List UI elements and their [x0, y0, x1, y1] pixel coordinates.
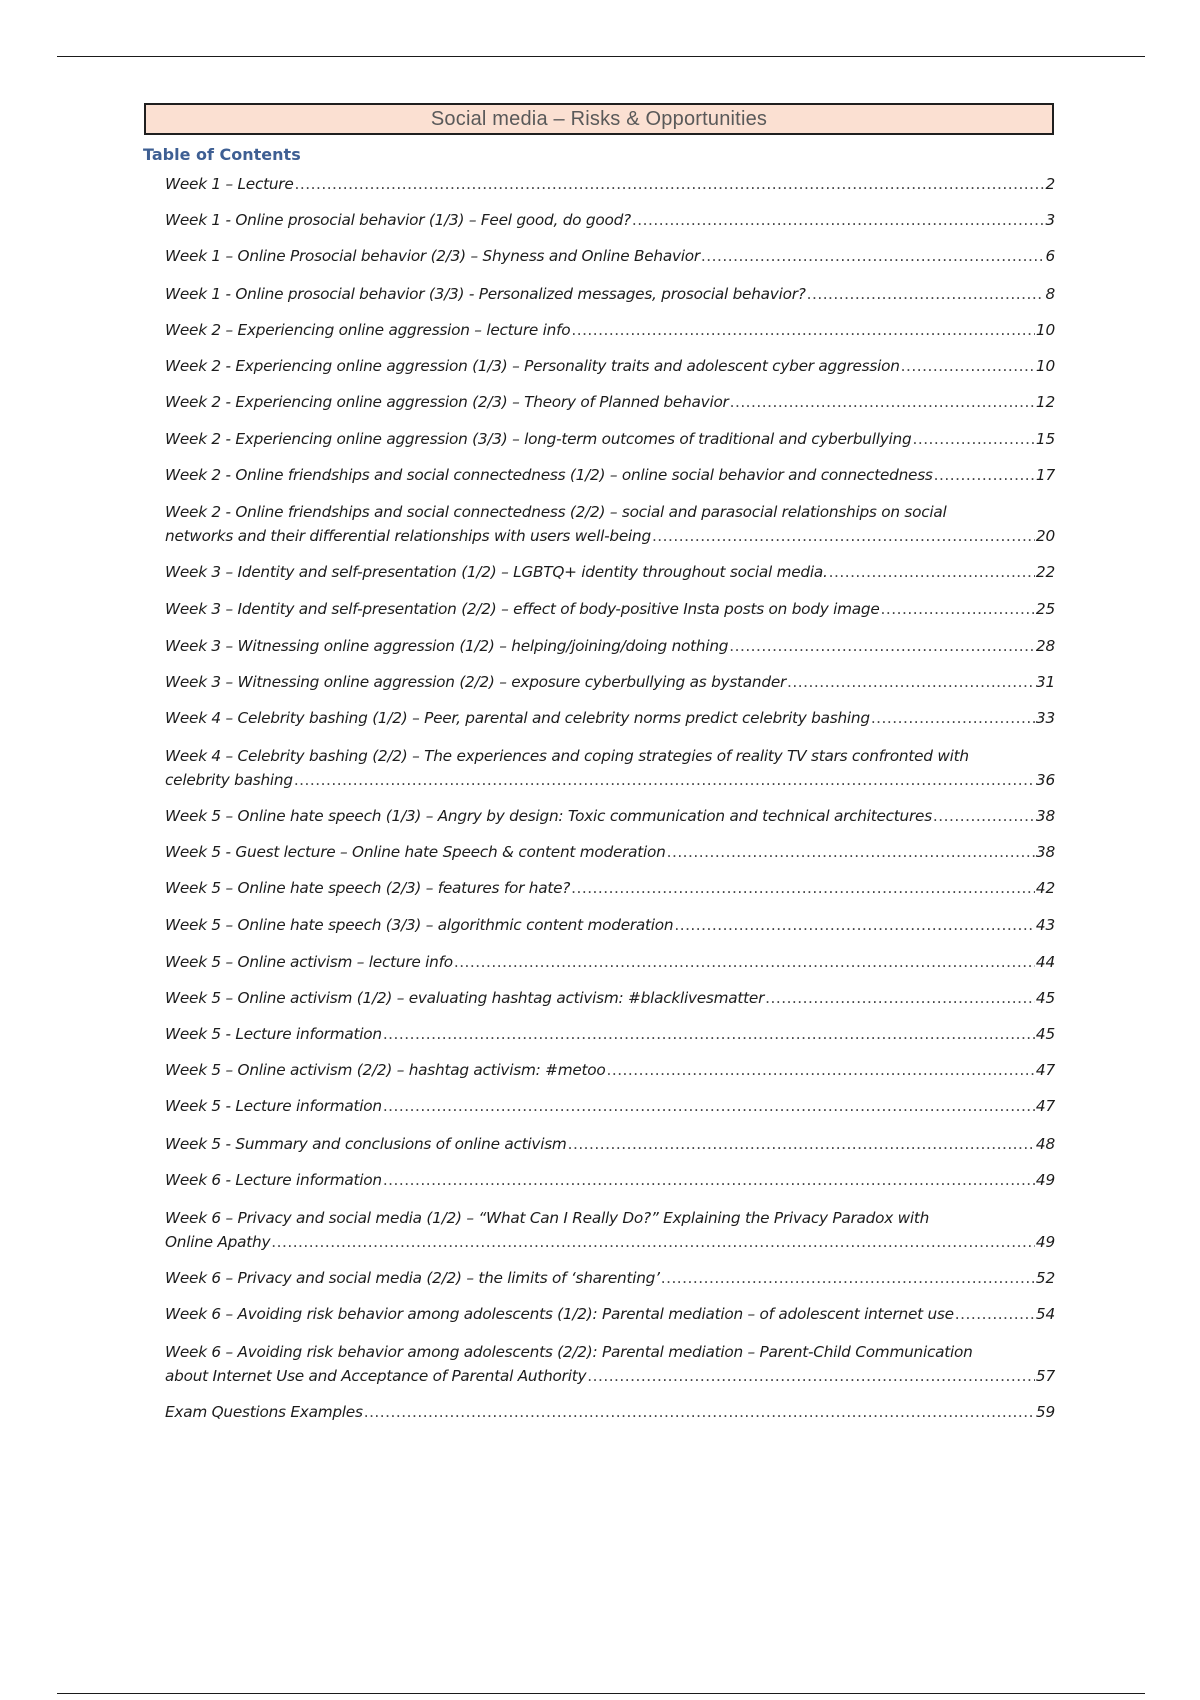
toc-page-number: 33: [1035, 709, 1055, 727]
toc-page-number: 8: [1045, 285, 1055, 303]
toc-entry-title: Week 2 - Experiencing online aggression (3/3) – long-term outcomes of traditional and cyberbullying: [165, 430, 912, 448]
toc-page-number: 52: [1035, 1269, 1055, 1287]
toc-entry-title: Week 5 – Online activism (1/2) – evaluating hashtag activism: #blacklivesmatter: [165, 989, 765, 1007]
toc-entry[interactable]: [165, 208, 1055, 232]
toc-entry[interactable]: [165, 876, 1055, 900]
toc-entry-title: Week 6 – Avoiding risk behavior among adolescents (2/2): Parental mediation – Parent-Child Communication: [165, 1343, 973, 1361]
toc-entry-title: Week 4 – Celebrity bashing (1/2) – Peer, parental and celebrity norms predict celebrity bashing: [165, 709, 870, 727]
toc-entry-title: Week 1 – Lecture: [165, 175, 294, 193]
toc-leader-dots: [606, 1058, 1034, 1082]
toc-leader-dots: [571, 318, 1035, 342]
toc-entry-title: about Internet Use and Acceptance of Parental Authority: [165, 1367, 587, 1385]
toc-entry-title: Week 2 - Experiencing online aggression (2/3) – Theory of Planned behavior: [165, 393, 729, 411]
toc-entry[interactable]: [165, 463, 1055, 487]
toc-entry[interactable]: [165, 244, 1055, 268]
toc-entry[interactable]: [165, 950, 1055, 974]
toc-entry-title: Week 5 - Lecture information: [165, 1097, 382, 1115]
toc-page-number: 49: [1035, 1171, 1055, 1189]
toc-leader-dots: [787, 670, 1035, 694]
toc-leader-dots: [661, 1266, 1035, 1290]
toc-entry-title: Week 5 – Online hate speech (1/3) – Angry by design: Toxic communication and technical architectures: [165, 807, 932, 825]
toc-entry[interactable]: [165, 1168, 1055, 1192]
toc-entry[interactable]: [165, 634, 1055, 658]
toc-page-number: 20: [1035, 527, 1055, 545]
toc-leader-dots: [667, 840, 1035, 864]
toc-page-number: 2: [1045, 175, 1055, 193]
toc-leader-dots: [729, 634, 1035, 658]
toc-page-number: 22: [1035, 563, 1055, 581]
toc-page-number: 6: [1045, 247, 1055, 265]
toc-entry[interactable]: [165, 804, 1055, 828]
toc-page-number: 49: [1035, 1233, 1055, 1251]
toc-entry-title: Week 1 – Online Prosocial behavior (2/3) – Shyness and Online Behavior: [165, 247, 700, 265]
toc-entry[interactable]: [165, 427, 1055, 451]
toc-entry-title: Week 4 – Celebrity bashing (2/2) – The experiences and coping strategies of reality TV stars confronted with: [165, 747, 969, 765]
toc-entry-title: Week 5 - Guest lecture – Online hate Speech & content moderation: [165, 843, 666, 861]
toc-leader-dots: [295, 172, 1045, 196]
toc-leader-dots: [571, 876, 1035, 900]
toc-page-number: 47: [1035, 1097, 1055, 1115]
toc-entry-title: Week 1 - Online prosocial behavior (3/3) - Personalized messages, prosocial behavior?: [165, 285, 806, 303]
toc-entry[interactable]: [165, 354, 1055, 378]
toc-page-number: 10: [1035, 357, 1055, 375]
toc-entry-title: networks and their differential relationships with users well-being: [165, 527, 651, 545]
toc-entry[interactable]: [165, 706, 1055, 730]
toc-entry[interactable]: [165, 500, 1055, 548]
toc-leader-dots: [933, 804, 1035, 828]
toc-entry-title: Week 6 – Privacy and social media (1/2) – “What Can I Really Do?” Explaining the Privacy Paradox with: [165, 1209, 930, 1227]
toc-entry-title: Week 5 – Online hate speech (2/3) – features for hate?: [165, 879, 571, 897]
toc-entry-title: Week 3 – Witnessing online aggression (1/2) – helping/joining/doing nothing: [165, 637, 729, 655]
toc-leader-dots: [364, 1400, 1035, 1424]
toc-page-number: 43: [1035, 916, 1055, 934]
toc-leader-dots: [587, 1364, 1035, 1388]
toc-page-number: 45: [1035, 1025, 1055, 1043]
toc-page-number: 10: [1035, 321, 1055, 339]
toc-entry[interactable]: [165, 1058, 1055, 1082]
toc-entry-title: Week 3 – Identity and self-presentation (2/2) – effect of body-positive Insta posts on body image: [165, 600, 880, 618]
toc-entry-title: Week 2 - Online friendships and social connectedness (1/2) – online social behavior and connectedness: [165, 466, 933, 484]
toc-page-number: 12: [1035, 393, 1055, 411]
toc-entry-title: Week 3 – Identity and self-presentation (1/2) – LGBTQ+ identity throughout social media.: [165, 563, 828, 581]
toc-leader-dots: [271, 1230, 1035, 1254]
toc-entry-title: Week 6 – Avoiding risk behavior among adolescents (1/2): Parental mediation – of adolescent internet use: [165, 1305, 954, 1323]
toc-page-number: 54: [1035, 1305, 1055, 1323]
toc-entry[interactable]: [165, 1340, 1055, 1388]
toc-leader-dots: [730, 390, 1035, 414]
toc-page-number: 48: [1035, 1135, 1055, 1153]
document-title: Social media – Risks & Opportunities: [144, 103, 1054, 135]
toc-entry-title: Week 2 – Experiencing online aggression – lecture info: [165, 321, 571, 339]
toc-entry-title: Week 6 – Privacy and social media (2/2) – the limits of ‘sharenting’: [165, 1269, 660, 1287]
toc-entry-title: Week 5 – Online activism (2/2) – hashtag activism: #metoo: [165, 1061, 606, 1079]
toc-entry-title: Week 6 - Lecture information: [165, 1171, 382, 1189]
toc-page-number: 45: [1035, 989, 1055, 1007]
toc-entry[interactable]: [165, 1094, 1055, 1118]
toc-page-number: 17: [1035, 466, 1055, 484]
toc-entry-title: Week 5 - Summary and conclusions of online activism: [165, 1135, 567, 1153]
toc-entry-title: Week 5 – Online hate speech (3/3) – algorithmic content moderation: [165, 916, 674, 934]
toc-page-number: 44: [1035, 953, 1055, 971]
toc-page-number: 59: [1035, 1403, 1055, 1421]
toc-leader-dots: [829, 560, 1035, 584]
toc-page-number: 25: [1035, 600, 1055, 618]
toc-leader-dots: [383, 1168, 1035, 1192]
toc-page-number: 15: [1035, 430, 1055, 448]
toc-entry-title: Week 5 - Lecture information: [165, 1025, 382, 1043]
toc-entry[interactable]: [165, 597, 1055, 621]
toc-leader-dots: [568, 1132, 1035, 1156]
toc-entry[interactable]: [165, 318, 1055, 342]
toc-leader-dots: [955, 1302, 1035, 1326]
toc-leader-dots: [454, 950, 1035, 974]
toc-entry-title: celebrity bashing: [165, 771, 293, 789]
toc-entry-title: Online Apathy: [165, 1233, 271, 1251]
toc-page-number: 3: [1045, 211, 1055, 229]
toc-leader-dots: [807, 282, 1045, 306]
toc-entry[interactable]: [165, 1400, 1055, 1424]
toc-page-number: 38: [1035, 843, 1055, 861]
toc-entry-title: Week 2 - Online friendships and social connectedness (2/2) – social and parasocial relationships on social: [165, 503, 947, 521]
toc-heading: Table of Contents: [143, 145, 301, 164]
toc-leader-dots: [881, 597, 1035, 621]
toc-leader-dots: [652, 524, 1035, 548]
toc-leader-dots: [934, 463, 1035, 487]
toc-entry[interactable]: [165, 744, 1055, 792]
toc-page-number: 38: [1035, 807, 1055, 825]
toc-page-number: 47: [1035, 1061, 1055, 1079]
toc-leader-dots: [294, 768, 1035, 792]
toc-leader-dots: [383, 1022, 1035, 1046]
toc-leader-dots: [674, 913, 1035, 937]
toc-entry[interactable]: [165, 1132, 1055, 1156]
toc-entry[interactable]: [165, 1206, 1055, 1254]
toc-entry[interactable]: [165, 913, 1055, 937]
toc-entry-title: Week 1 - Online prosocial behavior (1/3) – Feel good, do good?: [165, 211, 631, 229]
toc-entry-title: Week 3 – Witnessing online aggression (2/2) – exposure cyberbullying as bystander: [165, 673, 787, 691]
toc-leader-dots: [901, 354, 1035, 378]
toc-page-number: 28: [1035, 637, 1055, 655]
toc-entry[interactable]: [165, 1022, 1055, 1046]
toc-entry-title: Exam Questions Examples: [165, 1403, 363, 1421]
toc-leader-dots: [871, 706, 1035, 730]
toc-entry[interactable]: [165, 1302, 1055, 1326]
toc-entry-title: Week 5 – Online activism – lecture info: [165, 953, 453, 971]
toc-page-number: 36: [1035, 771, 1055, 789]
toc-page-number: 31: [1035, 673, 1055, 691]
toc-entry[interactable]: [165, 670, 1055, 694]
toc-entry-title: Week 2 - Experiencing online aggression (1/3) – Personality traits and adolescent cyber aggression: [165, 357, 900, 375]
toc-leader-dots: [912, 427, 1034, 451]
toc-page-number: 42: [1035, 879, 1055, 897]
toc-entry[interactable]: [165, 560, 1055, 584]
toc-entry[interactable]: [165, 840, 1055, 864]
toc-page-number: 57: [1035, 1367, 1055, 1385]
header-rule: [57, 56, 1145, 57]
toc-entry[interactable]: [165, 172, 1055, 196]
toc-entry[interactable]: [165, 1266, 1055, 1290]
toc-leader-dots: [701, 244, 1045, 268]
toc-entry[interactable]: [165, 282, 1055, 306]
toc-leader-dots: [383, 1094, 1035, 1118]
toc-entry[interactable]: [165, 390, 1055, 414]
toc-leader-dots: [765, 986, 1035, 1010]
toc-entry[interactable]: [165, 986, 1055, 1010]
footer-rule: [57, 1693, 1145, 1694]
toc-leader-dots: [632, 208, 1045, 232]
